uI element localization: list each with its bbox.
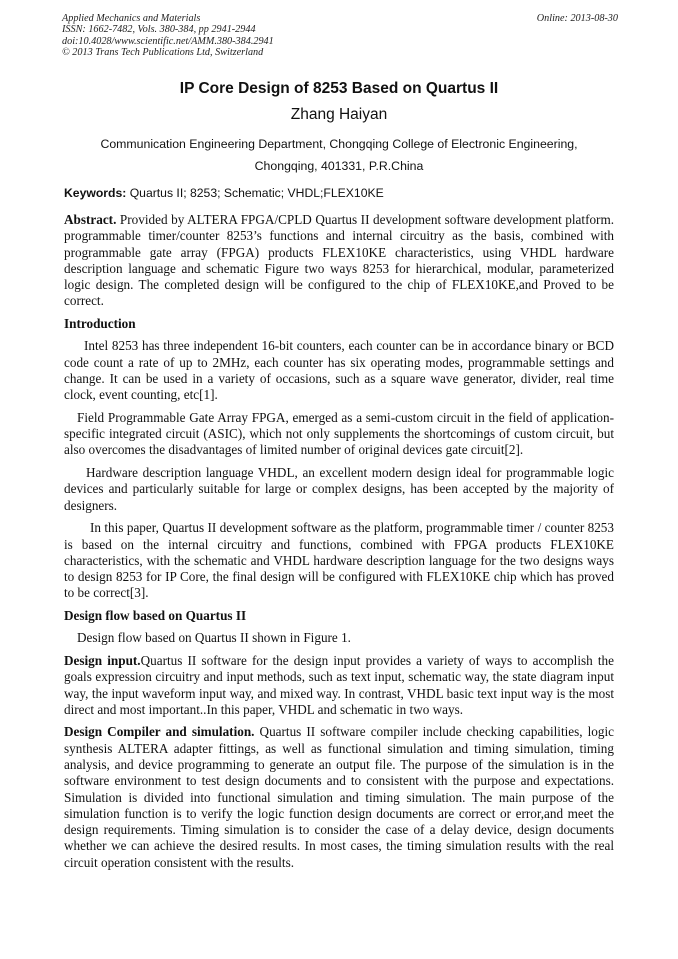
paper-body	[64, 212, 614, 877]
journal-header	[62, 13, 618, 58]
journal-issn: ISSN: 1662-7482, Vols. 380-384, pp 2941-2944	[62, 24, 256, 36]
journal-name: Applied Mechanics and Materials	[62, 13, 201, 24]
keywords	[64, 186, 384, 200]
abstract-paragraph	[64, 212, 614, 310]
intro-paragraph-4: In this paper, Quartus II development software as the platform, programmable timer / counter 8253 is based on the internal circuitry and functions, combined with FPGA products FLEX10KE characteristics, with the schematic and VHDL hardware description language for the two designs ways to design 8253 for IP Core, the final design will be configured with FLEX10KE chip which has proved to be correct[3].	[64, 520, 614, 601]
online-date: Online: 2013-08-30	[536, 13, 618, 24]
affiliation-line-2: Chongqing, 401331, P.R.China	[254, 159, 424, 173]
design-input-label: Design input.	[64, 652, 141, 668]
abstract-text: Provided by ALTERA FPGA/CPLD Quartus II development software development platform. programmable timer/counter 8253’s functions and internal circuitry as the basis, combined with programmable gate array (FPGA) products FLEX10KE characteristics, using VHDL hardware description language and schematic Figure two ways 8253 for hierarchical, modular, parameterized logic design. The completed design will be configured to the chip of FLEX10KE,and Proved to be correct.	[64, 212, 614, 309]
affiliation-line-1: Communication Engineering Department, Chongqing College of Electronic Engineering,	[100, 137, 578, 151]
design-input-paragraph	[64, 653, 614, 718]
design-compiler-label: Design Compiler and simulation.	[64, 724, 255, 740]
design-compiler-paragraph	[64, 724, 614, 871]
design-input-text: Quartus II software for the design input provides a variety of ways to accomplish the goals expression circuitry and input methods, such as text input, schematic way, the state diagram input way, the input waveform input way, and mixed way. In contrast, VHDL basic text input way is the most direct and most important..In this paper, VHDL and schematic in two ways.	[64, 652, 614, 717]
keywords-text: Quartus II; 8253; Schematic; VHDL;FLEX10KE	[126, 186, 384, 200]
intro-paragraph-2: Field Programmable Gate Array FPGA, emerged as a semi-custom circuit in the field of application-specific integrated circuit (ASIC), which not only supplements the shortcomings of custom circuit, but also overcomes the disadvantages of limited number of original devices gate circuit[2].	[64, 409, 614, 458]
introduction-heading: Introduction	[64, 316, 136, 332]
paper-title: IP Core Design of 8253 Based on Quartus II	[179, 80, 499, 97]
paper-affiliation	[62, 133, 616, 177]
journal-doi: doi:10.4028/www.scientific.net/AMM.380-384.2941	[62, 35, 274, 47]
intro-paragraph-1: Intel 8253 has three independent 16-bit counters, each counter can be in accordance binary or BCD code count a rate of up to 2MHz, each counter has six operating modes, programmable settings and change. It can be used in a variety of occasions, such as a square wave generator, divider, real time clock, event counting, etc[1].	[64, 338, 614, 403]
design-flow-paragraph: Design flow based on Quartus II shown in Figure 1.	[77, 630, 351, 646]
abstract-label: Abstract.	[64, 212, 117, 227]
paper-author: Zhang Haiyan	[290, 106, 388, 123]
design-compiler-text: Quartus II software compiler include checking capabilities, logic synthesis ALTERA adapter fittings, as well as functional simulation and timing simulation, timing analysis, and device programming to generate an output file. The purpose of the simulation is in the software environment to test design documents and to consistent with the purpose and expectations. Simulation is divided into functional simulation and timing simulation. The main purpose of the simulation function is to verify the logic function design documents are correct or error,and meet the design requirements. Timing simulation is to consider the case of a delay device, design documents whether we can achieve the desired results. In most cases, the timing simulation results with the real circuit operation consistent with the results.	[64, 724, 614, 870]
intro-paragraph-3: Hardware description language VHDL, an excellent modern design ideal for programmable logic devices and particularly suitable for large or complex designs, has been accepted by the majority of designers.	[64, 465, 614, 513]
keywords-label: Keywords:	[64, 186, 127, 200]
journal-copyright: © 2013 Trans Tech Publications Ltd, Switzerland	[62, 46, 264, 58]
design-flow-heading: Design flow based on Quartus II	[64, 608, 247, 624]
